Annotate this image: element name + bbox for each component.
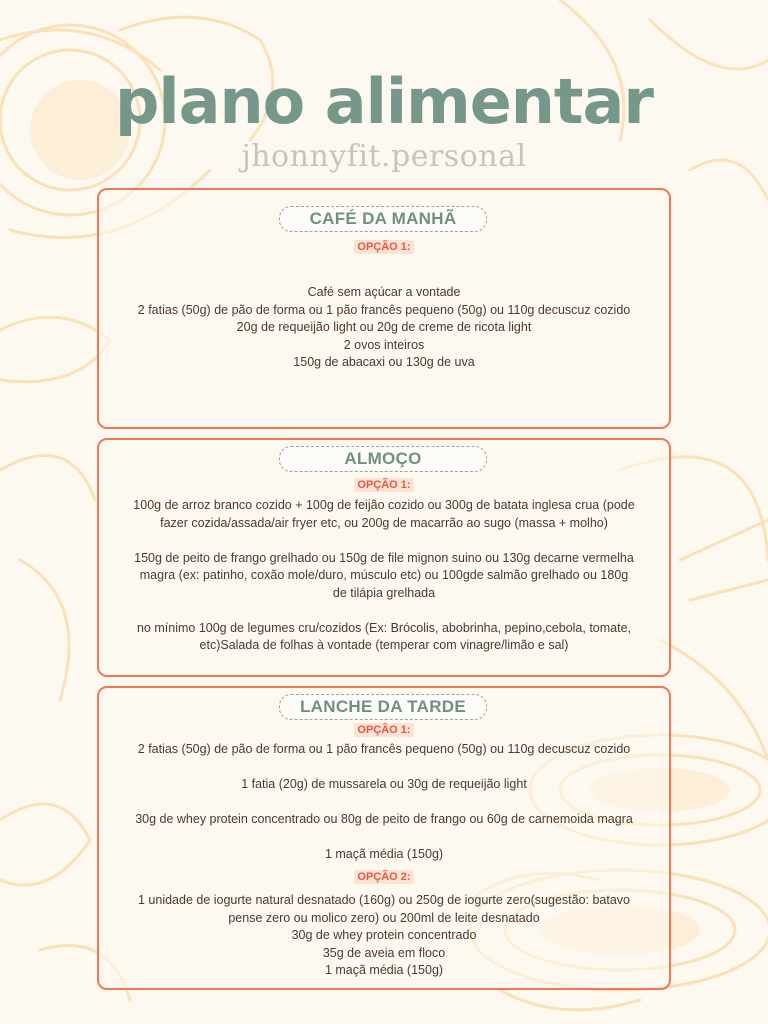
food-line: pense zero ou molico zero) ou 200ml de leite desnatado (228, 910, 540, 925)
food-line: 150g de abacaxi ou 130g de uva (293, 355, 475, 369)
food-line: 150g de peito de frango grelhado ou 150g de file mignon suino ou 130g decarne vermelha (134, 550, 634, 565)
page-title: plano alimentar (115, 65, 653, 138)
food-line: 30g de whey protein concentrado (291, 928, 477, 942)
food-line: de tilápia grelhada (332, 585, 436, 600)
food-line: 1 maçã média (150g) (324, 847, 444, 861)
option-content (99, 741, 669, 864)
option-label: OPÇÃO 1: (99, 478, 669, 493)
page-subtitle: jhonnyfit.personal (241, 139, 527, 174)
option-label: OPÇÃO 1: (99, 240, 669, 255)
option-label: OPÇÃO 1: (99, 723, 669, 738)
meal-card-afternoon-snack (97, 686, 671, 990)
food-line: 1 fatia (20g) de mussarela ou 30g de requeijão light (241, 777, 527, 791)
meal-card-lunch (97, 438, 671, 677)
meal-card-breakfast (97, 188, 671, 429)
food-line: etc)Salada de folhas à vontade (temperar com vinagre/limão e sal) (199, 638, 569, 652)
food-line: 2 fatias (50g) de pão de forma ou 1 pão francês pequeno (50g) ou 110g decuscuz cozido (137, 302, 631, 317)
option-content (99, 892, 669, 980)
food-line: 1 unidade de iogurte natural desnatado (160g) ou 250g de iogurte zero(sugestão: batavo (137, 893, 631, 907)
food-line: no mínimo 100g de legumes cru/cozidos (Ex: Brócolis, abobrinha, pepino,cebola, tomate, (136, 620, 632, 635)
food-line: 100g de arroz branco cozido + 100g de feijão cozido ou 300g de batata inglesa crua (pode (133, 498, 635, 512)
meal-title: LANCHE DA TARDE (279, 694, 487, 720)
meal-title: CAFÉ DA MANHÃ (279, 206, 487, 232)
food-line: magra (ex: patinho, coxão mole/duro, músculo etc) ou 100gde salmão grelhado ou 180g (139, 568, 629, 582)
option-content (99, 284, 669, 372)
food-line: Café sem açúcar a vontade (307, 285, 461, 299)
food-line: 1 maçã média (150g) (324, 963, 444, 977)
food-line: 35g de aveia em floco (322, 945, 446, 960)
option-label: OPÇÃO 2: (99, 870, 669, 885)
food-line: 2 fatias (50g) de pão de forma ou 1 pão francês pequeno (50g) ou 110g decuscuz cozido (137, 742, 631, 756)
meal-title: ALMOÇO (279, 446, 487, 472)
food-line: 20g de requeijão light ou 20g de creme de ricota light (236, 320, 532, 334)
option-content (99, 497, 669, 655)
food-line: fazer cozida/assada/air fryer etc, ou 200g de macarrão ao sugo (massa + molho) (160, 515, 608, 530)
food-line: 30g de whey protein concentrado ou 80g de peito de frango ou 60g de carnemoida magra (135, 812, 633, 826)
food-line: 2 ovos inteiros (343, 337, 425, 352)
